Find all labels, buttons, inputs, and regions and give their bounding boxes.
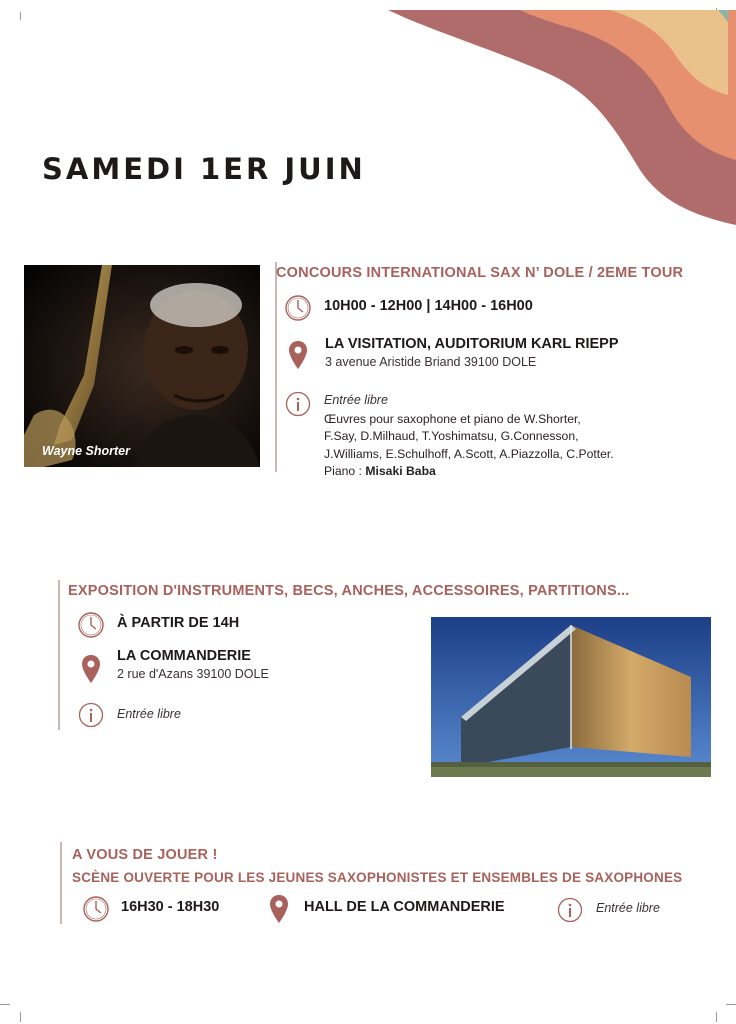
event3-title: A VOUS DE JOUER ! [72, 847, 218, 863]
info-icon [78, 702, 104, 728]
event2-address: 2 rue d'Azans 39100 DOLE [117, 667, 269, 681]
clock-icon [77, 611, 105, 639]
event3-venue: HALL DE LA COMMANDERIE [304, 899, 505, 915]
event1-venue: LA VISITATION, AUDITORIUM KARL RIEPP [325, 336, 619, 352]
crop-mark [726, 1004, 736, 1005]
portrait-image [24, 265, 260, 467]
event3-entry: Entrée libre [596, 901, 660, 915]
event1-address: 3 avenue Aristide Briand 39100 DOLE [325, 355, 537, 369]
event1-time: 10H00 - 12H00 | 14H00 - 16H00 [324, 298, 533, 314]
event1-program-line: Œuvres pour saxophone et piano de W.Shorter, [324, 412, 581, 426]
section-divider [275, 262, 277, 472]
map-pin-icon [288, 340, 308, 370]
pianist-name: Misaki Baba [365, 464, 436, 478]
event1-piano-line [324, 463, 436, 481]
commanderie-building-photo [431, 617, 711, 777]
section-divider [58, 580, 60, 730]
section-divider [60, 842, 62, 924]
wayne-shorter-photo [24, 265, 260, 467]
event1-title: CONCOURS INTERNATIONAL SAX N’ DOLE / 2EME TOUR [276, 265, 684, 281]
event2-venue: LA COMMANDERIE [117, 648, 251, 664]
piano-label: Piano : [324, 464, 366, 478]
event1-entry: Entrée libre [324, 393, 388, 407]
crop-mark [0, 1004, 10, 1005]
event2-entry: Entrée libre [117, 707, 181, 721]
crop-mark [20, 1012, 21, 1022]
building-image [431, 617, 711, 777]
event1-program-line: J.Williams, E.Schulhoff, A.Scott, A.Piazzolla, C.Potter. [324, 447, 614, 461]
event3-subtitle: SCÈNE OUVERTE POUR LES JEUNES SAXOPHONISTES ET ENSEMBLES DE SAXOPHONES [72, 870, 683, 885]
info-icon [285, 391, 311, 417]
photo-caption: Wayne Shorter [42, 444, 130, 458]
info-icon [557, 897, 583, 923]
event2-time: À PARTIR DE 14H [117, 615, 240, 631]
date-heading: SAMEDI 1ER JUIN [42, 152, 366, 186]
clock-icon [284, 294, 312, 322]
event3-time: 16H30 - 18H30 [121, 899, 220, 915]
event1-program-line: F.Say, D.Milhaud, T.Yoshimatsu, G.Connesson, [324, 429, 579, 443]
map-pin-icon [81, 654, 101, 684]
clock-icon [82, 895, 110, 923]
event2-title: EXPOSITION D'INSTRUMENTS, BECS, ANCHES, ACCESSOIRES, PARTITIONS... [68, 583, 630, 599]
decorative-wave-bands [0, 0, 736, 240]
map-pin-icon [269, 894, 289, 924]
crop-mark [716, 1012, 717, 1022]
